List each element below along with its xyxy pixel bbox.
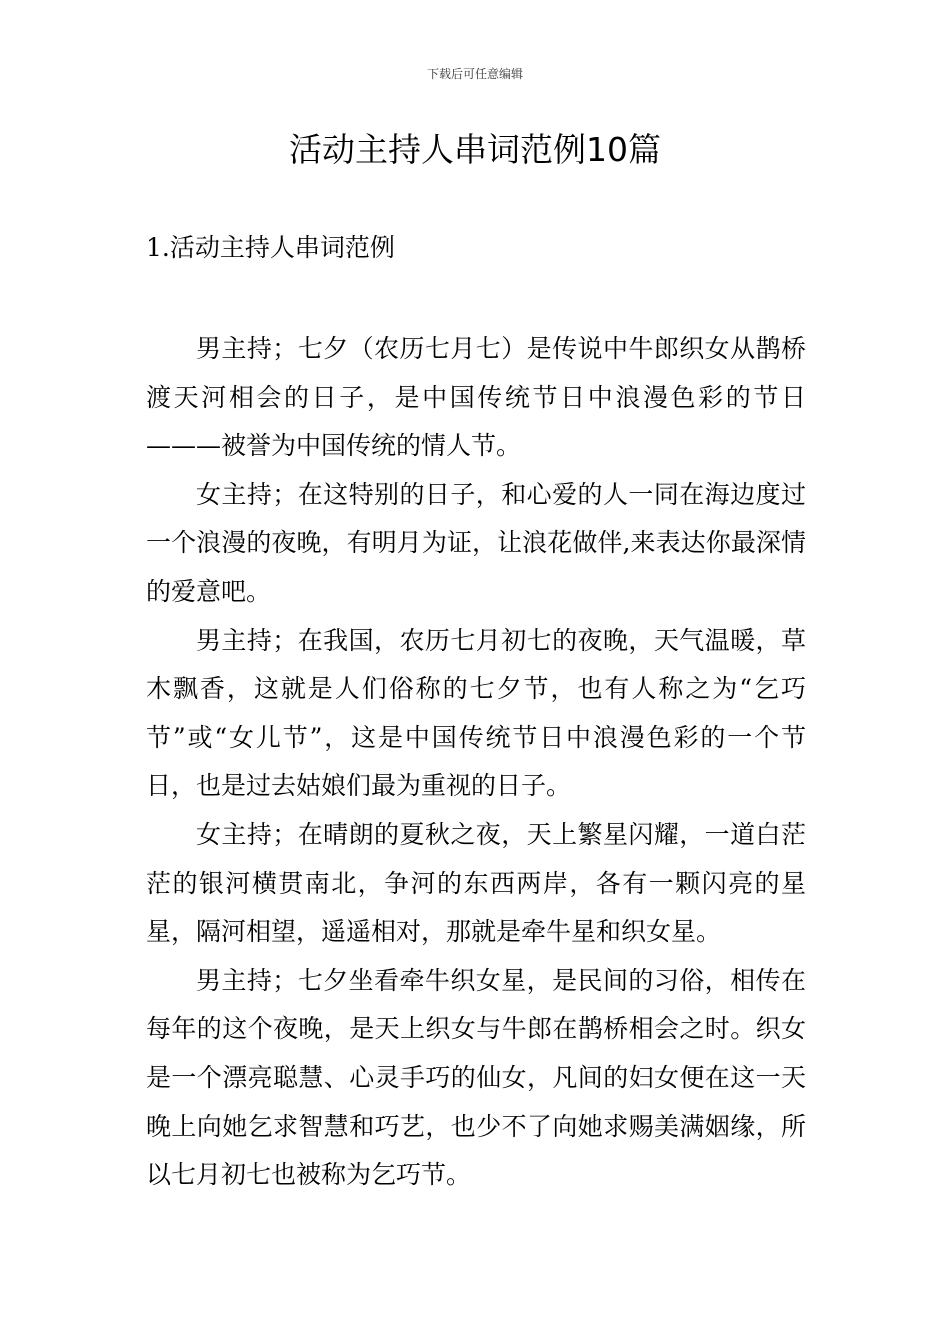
paragraph: 男主持；在我国，农历七月初七的夜晚，天气温暖，草木飘香，这就是人们俗称的七夕节，也有人称之为“乞巧节”或“女儿节”，这是中国传统节日中浪漫色彩的一个节日，也是过去姑娘们最为重视的日子。 (146, 625, 806, 801)
paragraph: 男主持；七夕（农历七月七）是传说中牛郎织女从鹊桥渡天河相会的日子，是中国传统节日中浪漫色彩的节日———被誉为中国传统的情人节。 (146, 334, 806, 461)
paragraph: 女主持；在这特别的日子，和心爱的人一同在海边度过一个浪漫的夜晚，有明月为证，让浪花做伴,来表达你最深情的爱意吧。 (146, 479, 806, 606)
body-text (146, 325, 806, 1200)
paragraph: 女主持；在晴朗的夏秋之夜，天上繁星闪耀，一道白茫茫的银河横贯南北，争河的东西两岸，各有一颗闪亮的星星，隔河相望，遥遥相对，那就是牵牛星和织女星。 (146, 819, 806, 947)
header-note: 下载后可任意编辑 (426, 67, 523, 81)
paragraph: 男主持；七夕坐看牵牛织女星，是民间的习俗，相传在每年的这个夜晚，是天上织女与牛郎在鹊桥相会之时。织女是一个漂亮聪慧、心灵手巧的仙女，凡间的妇女便在这一天晚上向她乞求智慧和巧艺，也少不了向她求赐美满姻缘，所以七月初七也被称为乞巧节。 (146, 965, 806, 1190)
document-title: 活动主持人串词范例10篇 (289, 130, 661, 169)
section-heading: 1.活动主持人串词范例 (146, 233, 395, 262)
